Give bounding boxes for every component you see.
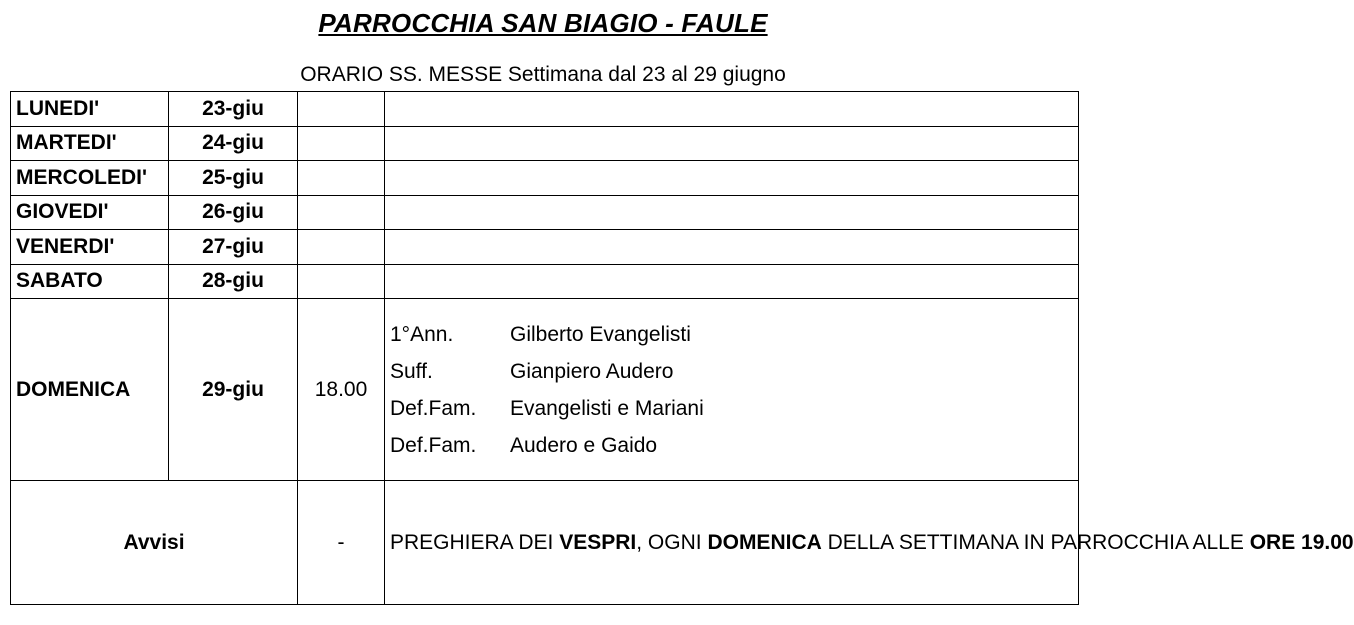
mass-time: 18.00 bbox=[298, 299, 385, 481]
intention-type: Suff. bbox=[390, 359, 433, 383]
day-date: 24-giu bbox=[169, 126, 298, 161]
mass-intentions-list bbox=[385, 299, 1079, 481]
mass-time bbox=[298, 264, 385, 299]
intention-row bbox=[390, 390, 1073, 427]
table-row-domenica bbox=[11, 299, 1079, 481]
day-date: 29-giu bbox=[169, 299, 298, 481]
intention-type: Def.Fam. bbox=[390, 433, 477, 457]
intention-name: Gilberto Evangelisti bbox=[510, 322, 691, 346]
table-row-mercoledi bbox=[11, 161, 1079, 196]
mass-intention bbox=[385, 230, 1079, 265]
day-date: 25-giu bbox=[169, 161, 298, 196]
intention-name: Audero e Gaido bbox=[510, 433, 658, 457]
day-date: 27-giu bbox=[169, 230, 298, 265]
page-subtitle: ORARIO SS. MESSE Settimana dal 23 al 29 giugno bbox=[300, 63, 786, 86]
mass-intention bbox=[385, 126, 1079, 161]
mass-time bbox=[298, 230, 385, 265]
avvisi-text-part-bold: ORE 19.00 bbox=[1249, 530, 1354, 554]
mass-intention bbox=[385, 92, 1079, 127]
day-name: MERCOLEDI' bbox=[11, 161, 169, 196]
avvisi-text-part: PREGHIERA DEI bbox=[390, 530, 560, 554]
mass-intention bbox=[385, 264, 1079, 299]
intention-row bbox=[390, 427, 1073, 464]
mass-time bbox=[298, 92, 385, 127]
avvisi-text bbox=[385, 481, 1354, 605]
avvisi-text-part: , OGNI bbox=[636, 530, 708, 554]
mass-time bbox=[298, 126, 385, 161]
table-row-lunedi bbox=[11, 92, 1079, 127]
mass-intention bbox=[385, 195, 1079, 230]
avvisi-text-part-bold: DOMENICA bbox=[707, 530, 822, 554]
intention-name: Evangelisti e Mariani bbox=[510, 396, 704, 420]
day-name: LUNEDI' bbox=[11, 92, 169, 127]
day-date: 28-giu bbox=[169, 264, 298, 299]
day-name: GIOVEDI' bbox=[11, 195, 169, 230]
mass-schedule-table bbox=[10, 91, 1354, 605]
intention-row bbox=[390, 353, 1073, 390]
day-date: 26-giu bbox=[169, 195, 298, 230]
table-row-venerdi bbox=[11, 230, 1079, 265]
intention-row bbox=[390, 316, 1073, 353]
intention-name: Gianpiero Audero bbox=[510, 359, 674, 383]
table-row-avvisi bbox=[11, 481, 1079, 605]
avvisi-label: Avvisi bbox=[11, 481, 298, 605]
avvisi-dash: - bbox=[298, 481, 385, 605]
day-name: VENERDI' bbox=[11, 230, 169, 265]
mass-intention bbox=[385, 161, 1079, 196]
table-row-giovedi bbox=[11, 195, 1079, 230]
table-row-sabato bbox=[11, 264, 1079, 299]
day-date: 23-giu bbox=[169, 92, 298, 127]
avvisi-text-part-bold: VESPRI bbox=[559, 530, 637, 554]
table-row-martedi bbox=[11, 126, 1079, 161]
mass-time bbox=[298, 195, 385, 230]
intention-type: 1°Ann. bbox=[390, 322, 454, 346]
day-name: SABATO bbox=[11, 264, 169, 299]
mass-time bbox=[298, 161, 385, 196]
page-title: PARROCCHIA SAN BIAGIO - FAULE bbox=[318, 8, 768, 38]
intention-type: Def.Fam. bbox=[390, 396, 477, 420]
day-name: MARTEDI' bbox=[11, 126, 169, 161]
day-name: DOMENICA bbox=[11, 299, 169, 481]
avvisi-text-part: DELLA SETTIMANA IN PARROCCHIA ALLE bbox=[821, 530, 1250, 554]
